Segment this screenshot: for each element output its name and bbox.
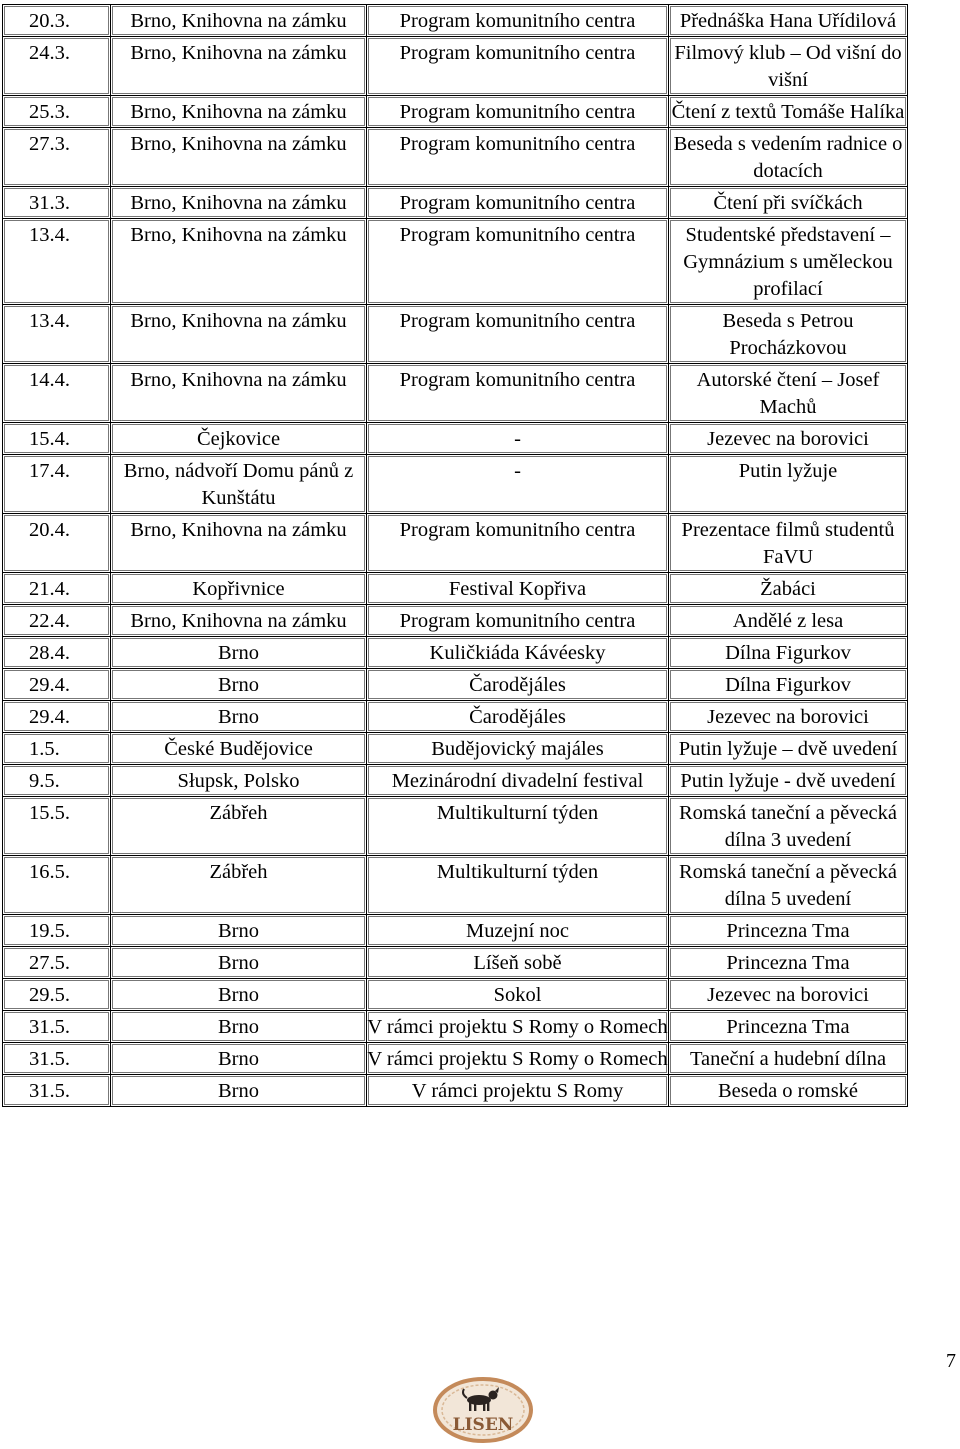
cell-date: 24.3.: [3, 37, 111, 96]
cell-date: 19.5.: [3, 915, 111, 947]
cell-date: 31.5.: [3, 1011, 111, 1043]
cell-place: Brno, Knihovna na zámku: [111, 37, 367, 96]
cell-date: 20.3.: [3, 5, 111, 37]
cell-program: Putin lyžuje – dvě uvedení: [669, 733, 908, 765]
cell-program: Přednáška Hana Uřídilová: [669, 5, 908, 37]
cell-place: Kopřivnice: [111, 573, 367, 605]
cell-program: Autorské čtení – Josef Machů: [669, 364, 908, 423]
logo-text: LISEN: [452, 1415, 514, 1435]
cell-date: 27.3.: [3, 128, 111, 187]
cell-event: Program komunitního centra: [367, 514, 669, 573]
cell-event: -: [367, 455, 669, 514]
cell-program: Andělé z lesa: [669, 605, 908, 637]
cell-date: 9.5.: [3, 765, 111, 797]
cell-event: Program komunitního centra: [367, 96, 669, 128]
table-row: [3, 1011, 908, 1043]
cell-event: Festival Kopřiva: [367, 573, 669, 605]
cell-place: České Budějovice: [111, 733, 367, 765]
table-row: [3, 1075, 908, 1107]
cell-program: Dílna Figurkov: [669, 637, 908, 669]
cell-place: Brno: [111, 1075, 367, 1107]
cell-event: Program komunitního centra: [367, 128, 669, 187]
cell-place: Słupsk, Polsko: [111, 765, 367, 797]
cell-date: 25.3.: [3, 96, 111, 128]
table-row: [3, 856, 908, 915]
cell-event: Program komunitního centra: [367, 5, 669, 37]
cell-place: Brno, Knihovna na zámku: [111, 5, 367, 37]
table-row: [3, 187, 908, 219]
cell-place: Brno, Knihovna na zámku: [111, 187, 367, 219]
page-number: 7: [946, 1350, 956, 1372]
cell-date: 28.4.: [3, 637, 111, 669]
dog-logo-icon: [431, 1374, 535, 1444]
cell-place: Brno: [111, 915, 367, 947]
cell-program: Jezevec na borovici: [669, 423, 908, 455]
table-row: [3, 514, 908, 573]
cell-event: Sokol: [367, 979, 669, 1011]
cell-place: Brno, nádvoří Domu pánů z Kunštátu: [111, 455, 367, 514]
cell-event: Čarodějáles: [367, 669, 669, 701]
table-row: [3, 947, 908, 979]
cell-event: V rámci projektu S Romy: [367, 1075, 669, 1107]
table-row: [3, 605, 908, 637]
cell-event: Program komunitního centra: [367, 37, 669, 96]
cell-date: 21.4.: [3, 573, 111, 605]
cell-program: Čtení z textů Tomáše Halíka: [669, 96, 908, 128]
cell-event: Program komunitního centra: [367, 219, 669, 305]
cell-place: Brno, Knihovna na zámku: [111, 514, 367, 573]
cell-place: Brno: [111, 1011, 367, 1043]
cell-place: Brno: [111, 669, 367, 701]
cell-date: 15.4.: [3, 423, 111, 455]
cell-program: Princezna Tma: [669, 947, 908, 979]
cell-program: Čtení při svíčkách: [669, 187, 908, 219]
cell-program: Žabáci: [669, 573, 908, 605]
lisen-logo: [431, 1374, 535, 1444]
cell-event: Líšeň sobě: [367, 947, 669, 979]
table-row: [3, 701, 908, 733]
cell-date: 13.4.: [3, 305, 111, 364]
table-row: [3, 915, 908, 947]
cell-event: Program komunitního centra: [367, 187, 669, 219]
table-row: [3, 979, 908, 1011]
cell-place: Brno, Knihovna na zámku: [111, 605, 367, 637]
table-row: [3, 1043, 908, 1075]
cell-date: 17.4.: [3, 455, 111, 514]
cell-place: Brno, Knihovna na zámku: [111, 305, 367, 364]
cell-program: Prezentace filmů studentů FaVU: [669, 514, 908, 573]
cell-program: Taneční a hudební dílna: [669, 1043, 908, 1075]
cell-event: Budějovický majáles: [367, 733, 669, 765]
cell-date: 29.5.: [3, 979, 111, 1011]
cell-place: Zábřeh: [111, 797, 367, 856]
cell-event: Muzejní noc: [367, 915, 669, 947]
table-row: [3, 797, 908, 856]
cell-program: Princezna Tma: [669, 1011, 908, 1043]
cell-date: 15.5.: [3, 797, 111, 856]
cell-program: Filmový klub – Od višní do višní: [669, 37, 908, 96]
cell-date: 13.4.: [3, 219, 111, 305]
cell-date: 1.5.: [3, 733, 111, 765]
cell-date: 31.5.: [3, 1075, 111, 1107]
table-row: [3, 128, 908, 187]
cell-date: 27.5.: [3, 947, 111, 979]
cell-program: Romská taneční a pěvecká dílna 5 uvedení: [669, 856, 908, 915]
cell-date: 31.3.: [3, 187, 111, 219]
table-row: [3, 305, 908, 364]
cell-place: Brno: [111, 979, 367, 1011]
cell-program: Beseda s Petrou Procházkovou: [669, 305, 908, 364]
cell-event: Mezinárodní divadelní festival: [367, 765, 669, 797]
cell-event: V rámci projektu S Romy o Romech: [367, 1011, 669, 1043]
cell-date: 14.4.: [3, 364, 111, 423]
cell-date: 29.4.: [3, 701, 111, 733]
cell-event: Program komunitního centra: [367, 364, 669, 423]
cell-event: Čarodějáles: [367, 701, 669, 733]
cell-program: Romská taneční a pěvecká dílna 3 uvedení: [669, 797, 908, 856]
cell-place: Brno, Knihovna na zámku: [111, 219, 367, 305]
schedule-body: [3, 5, 908, 1107]
cell-place: Brno: [111, 701, 367, 733]
cell-date: 22.4.: [3, 605, 111, 637]
cell-place: Brno, Knihovna na zámku: [111, 96, 367, 128]
cell-event: V rámci projektu S Romy o Romech: [367, 1043, 669, 1075]
table-row: [3, 37, 908, 96]
cell-event: Multikulturní týden: [367, 797, 669, 856]
cell-place: Brno, Knihovna na zámku: [111, 364, 367, 423]
cell-place: Brno: [111, 1043, 367, 1075]
cell-program: Putin lyžuje - dvě uvedení: [669, 765, 908, 797]
table-row: [3, 5, 908, 37]
cell-program: Studentské představení – Gymnázium s uměleckou profilací: [669, 219, 908, 305]
cell-program: Beseda o romské: [669, 1075, 908, 1107]
cell-event: Multikulturní týden: [367, 856, 669, 915]
cell-place: Zábřeh: [111, 856, 367, 915]
cell-program: Dílna Figurkov: [669, 669, 908, 701]
table-row: [3, 765, 908, 797]
schedule-table: [2, 4, 908, 1107]
table-row: [3, 733, 908, 765]
cell-place: Brno: [111, 637, 367, 669]
cell-event: Program komunitního centra: [367, 305, 669, 364]
table-row: [3, 455, 908, 514]
cell-program: Jezevec na borovici: [669, 979, 908, 1011]
cell-event: Kuličkiáda Kávéesky: [367, 637, 669, 669]
cell-place: Brno, Knihovna na zámku: [111, 128, 367, 187]
cell-program: Putin lyžuje: [669, 455, 908, 514]
table-row: [3, 669, 908, 701]
table-row: [3, 637, 908, 669]
cell-program: Beseda s vedením radnice o dotacích: [669, 128, 908, 187]
table-row: [3, 219, 908, 305]
cell-program: Princezna Tma: [669, 915, 908, 947]
cell-place: Brno: [111, 947, 367, 979]
table-row: [3, 573, 908, 605]
cell-date: 31.5.: [3, 1043, 111, 1075]
table-row: [3, 96, 908, 128]
table-row: [3, 364, 908, 423]
cell-event: -: [367, 423, 669, 455]
cell-date: 16.5.: [3, 856, 111, 915]
table-row: [3, 423, 908, 455]
cell-place: Čejkovice: [111, 423, 367, 455]
cell-date: 29.4.: [3, 669, 111, 701]
cell-program: Jezevec na borovici: [669, 701, 908, 733]
cell-event: Program komunitního centra: [367, 605, 669, 637]
cell-date: 20.4.: [3, 514, 111, 573]
